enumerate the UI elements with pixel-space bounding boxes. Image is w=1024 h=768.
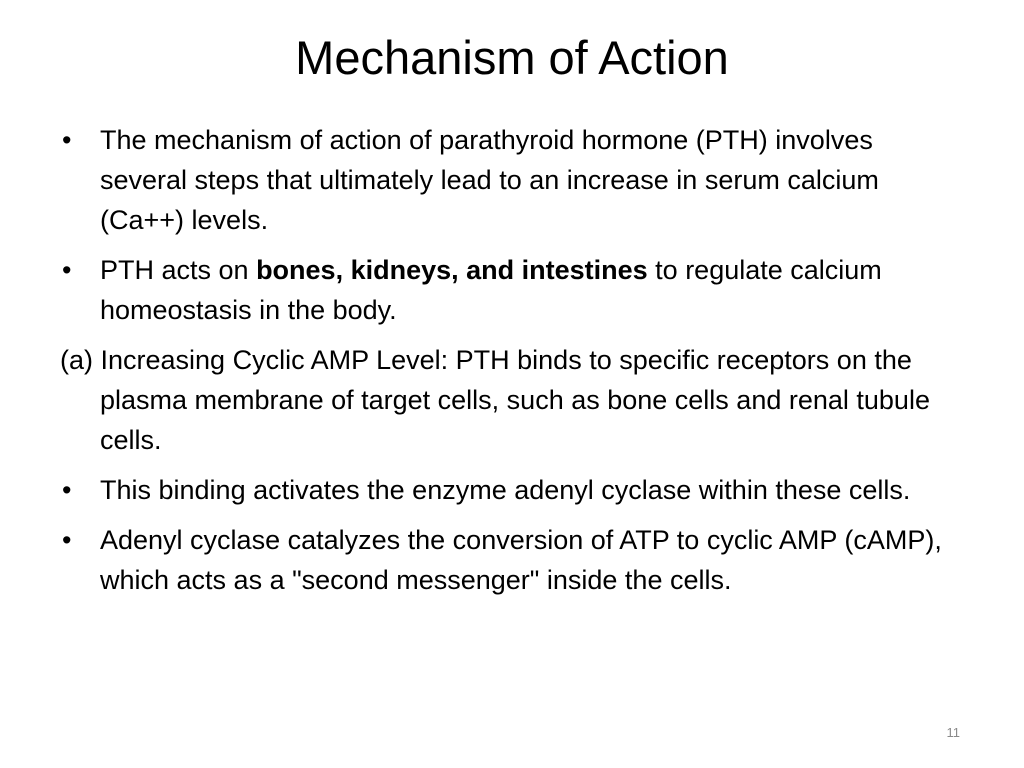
bullet-icon: • — [62, 125, 72, 155]
bullet-text: The mechanism of action of parathyroid hormone (PTH) involves several steps that ultimately lead to an increase in serum calcium (Ca++) levels. — [100, 125, 879, 235]
slide-title: Mechanism of Action — [295, 31, 729, 84]
bullet-text: Adenyl cyclase catalyzes the conversion of ATP to cyclic AMP (cAMP), which acts as a "second messenger" inside the cells. — [100, 525, 942, 595]
bullet-icon: • — [62, 475, 72, 505]
bullet-item — [60, 520, 965, 600]
paragraph-a: (a) Increasing Cyclic AMP Level: PTH binds to specific receptors on the plasma membrane of target cells, such as bone cells and renal tubule cells. — [60, 345, 930, 455]
page-number: 11 — [946, 725, 960, 740]
bullet-text-after: to regulate calcium homeostasis in the body. — [100, 255, 882, 325]
bullet-icon: • — [62, 255, 72, 285]
bullet-text-bold: bones, kidneys, and intestines — [256, 255, 648, 285]
bullet-item — [60, 470, 965, 510]
bullet-icon: • — [62, 525, 72, 555]
bullet-item — [60, 120, 965, 240]
bullet-text-before: PTH acts on — [100, 255, 257, 285]
slide-content — [60, 120, 965, 610]
bullet-item — [60, 250, 965, 330]
bullet-text: This binding activates the enzyme adenyl cyclase within these cells. — [100, 475, 911, 505]
